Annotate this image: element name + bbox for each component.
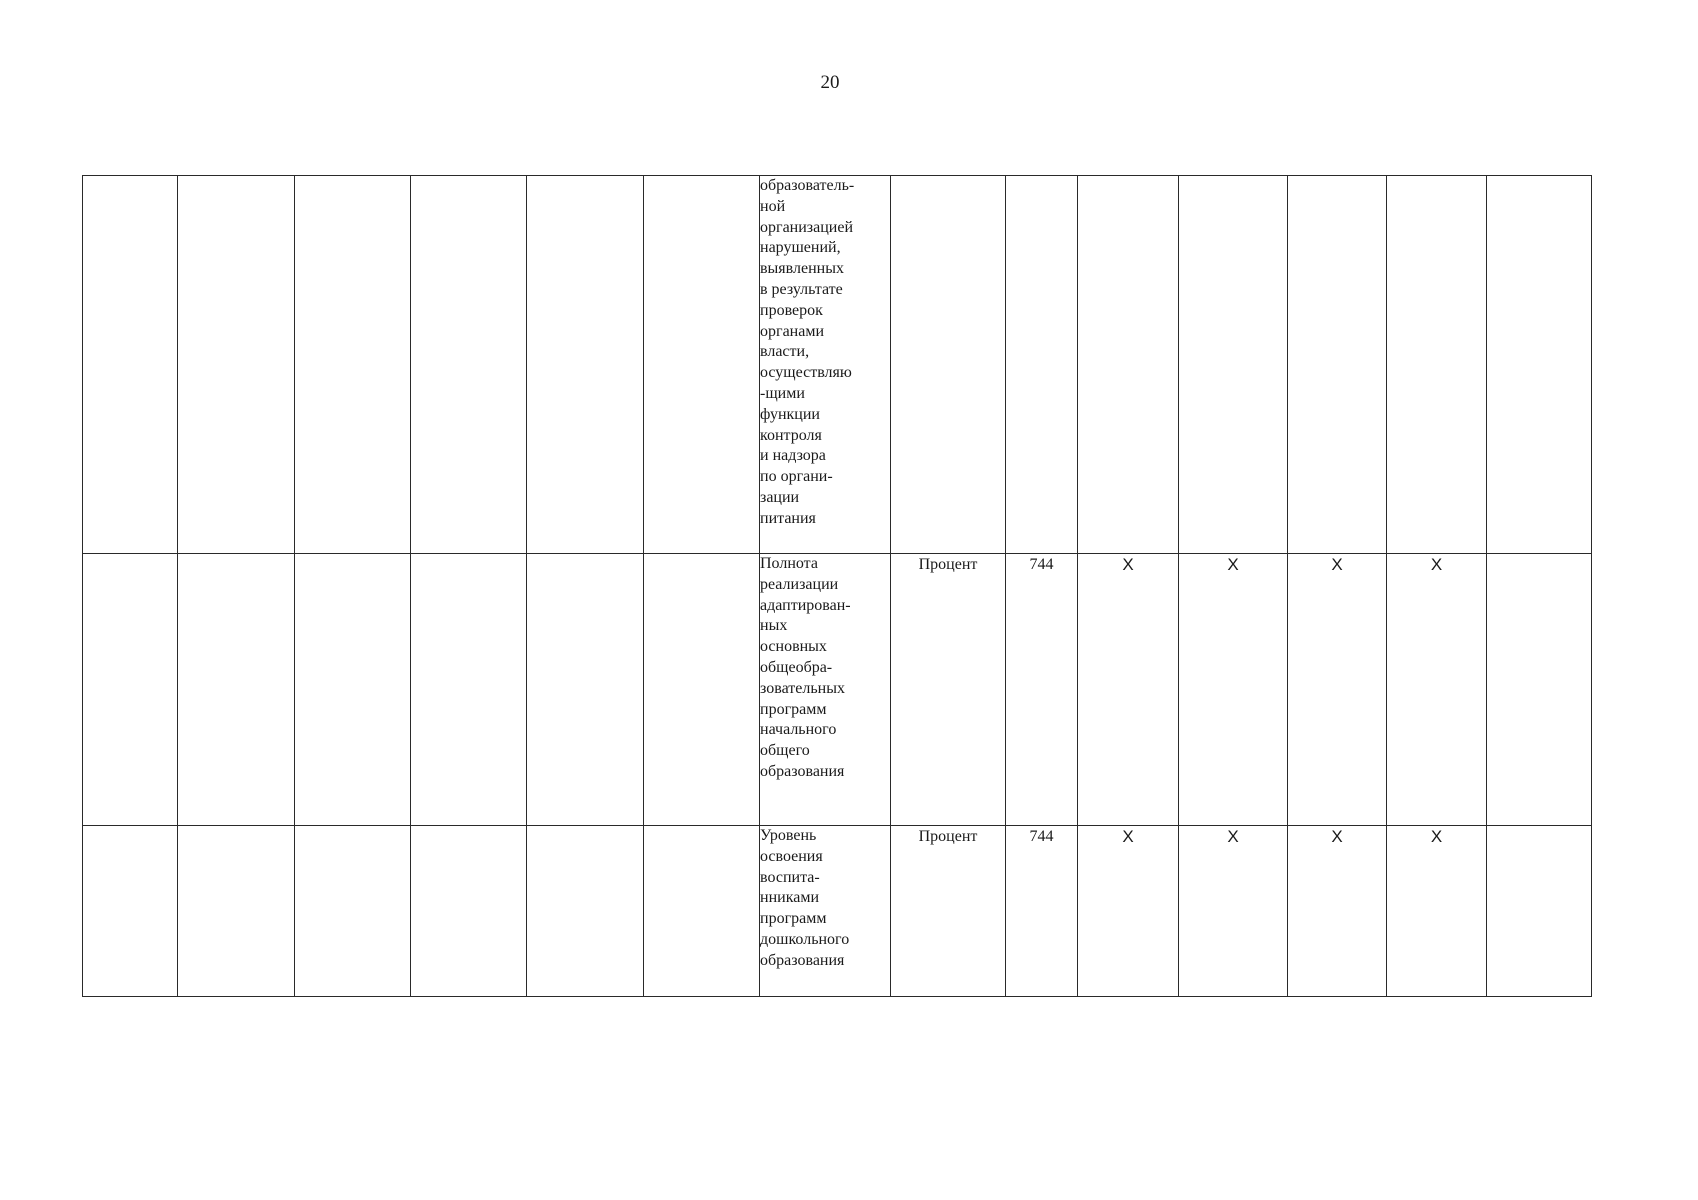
empty-cell [295, 554, 411, 826]
table-row [83, 826, 1592, 997]
indicator-name-cell: Уровень освоения воспита- нниками программ дошкольного образования [760, 826, 891, 997]
empty-cell [1487, 176, 1592, 554]
unit-cell: Процент [891, 826, 1006, 997]
indicator-name-cell: Полнота реализации адаптирован- ных основных общеобра- зовательных программ начального общего образования [760, 554, 891, 826]
value-cell [1387, 176, 1487, 554]
value-cell [1288, 176, 1387, 554]
value-cell: X [1179, 554, 1288, 826]
empty-cell [178, 176, 295, 554]
report-table [82, 175, 1592, 997]
empty-cell [644, 554, 760, 826]
empty-cell [83, 176, 178, 554]
empty-cell [644, 176, 760, 554]
empty-cell [1487, 826, 1592, 997]
indicator-name-cell: образователь- ной организацией нарушений, выявленных в результате проверок органами власти, осуществляю -щими функции контроля и надзора по органи- зации питания [760, 176, 891, 554]
value-cell [1179, 176, 1288, 554]
value-cell: X [1288, 554, 1387, 826]
empty-cell [295, 826, 411, 997]
empty-cell [83, 554, 178, 826]
code-cell: 744 [1006, 554, 1078, 826]
unit-cell: Процент [891, 554, 1006, 826]
value-cell: X [1078, 826, 1179, 997]
empty-cell [527, 826, 644, 997]
value-cell: X [1078, 554, 1179, 826]
empty-cell [1487, 554, 1592, 826]
value-cell: X [1387, 554, 1487, 826]
empty-cell [411, 826, 527, 997]
empty-cell [527, 176, 644, 554]
empty-cell [411, 554, 527, 826]
code-cell: 744 [1006, 826, 1078, 997]
empty-cell [644, 826, 760, 997]
value-cell: X [1288, 826, 1387, 997]
code-cell [1006, 176, 1078, 554]
empty-cell [178, 826, 295, 997]
value-cell: X [1387, 826, 1487, 997]
empty-cell [527, 554, 644, 826]
empty-cell [83, 826, 178, 997]
empty-cell [411, 176, 527, 554]
empty-cell [178, 554, 295, 826]
empty-cell [295, 176, 411, 554]
table-row [83, 554, 1592, 826]
unit-cell [891, 176, 1006, 554]
page-number: 20 [820, 72, 840, 93]
value-cell [1078, 176, 1179, 554]
table-row [83, 176, 1592, 554]
value-cell: X [1179, 826, 1288, 997]
